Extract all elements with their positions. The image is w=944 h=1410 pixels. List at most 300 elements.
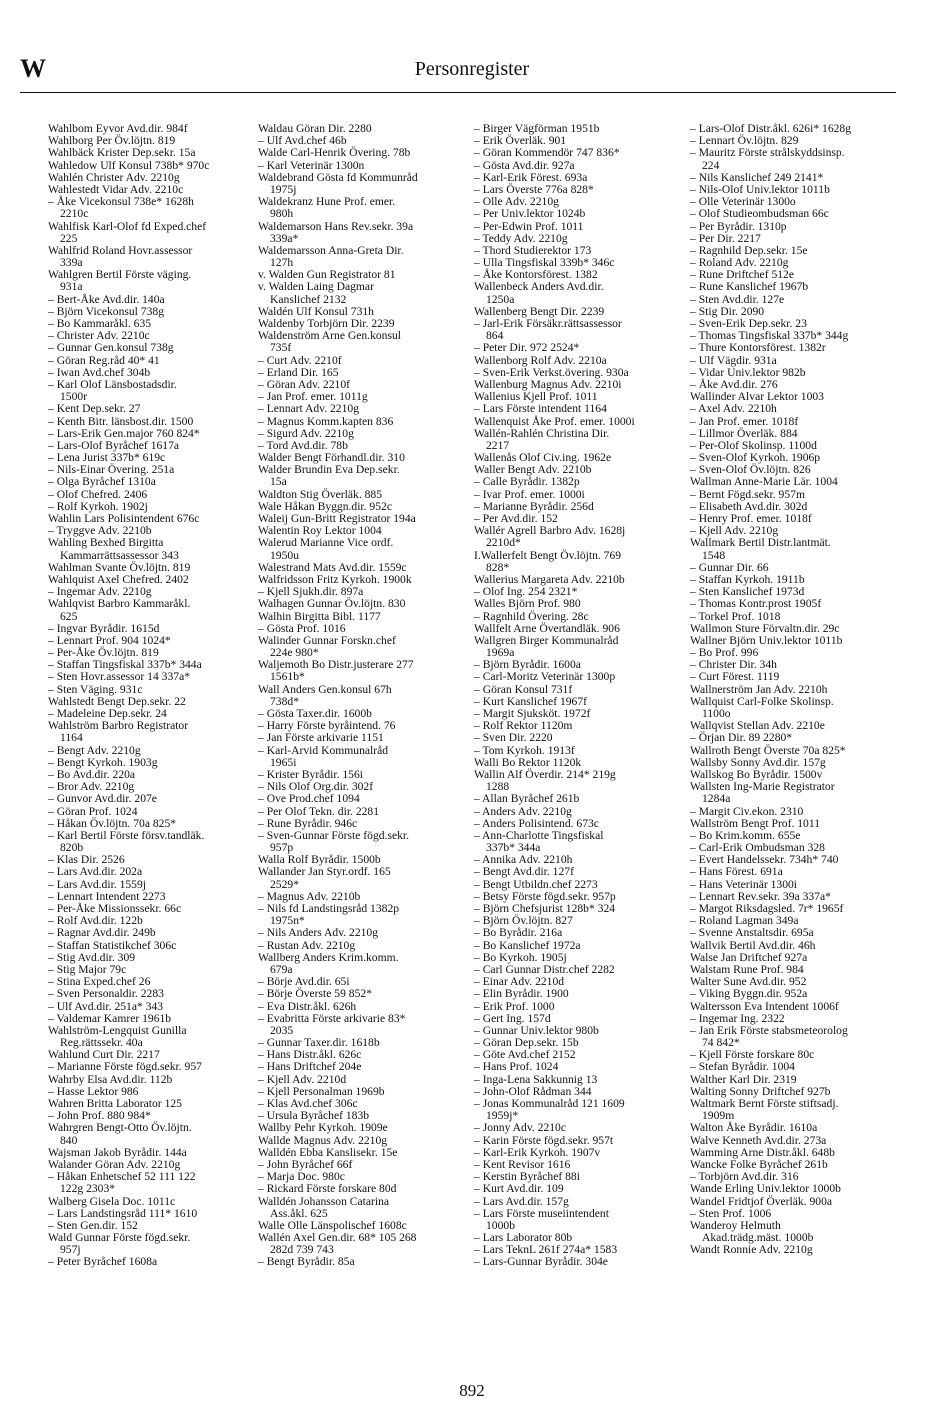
register-entry-continuation: 957j	[60, 1243, 81, 1257]
register-entry: Wahlgren Bertil Förste väging.	[48, 268, 192, 282]
register-entry-continuation: 1000b	[486, 1218, 515, 1232]
register-entry: Walter Sune Avd.dir. 952	[690, 975, 807, 989]
register-entry: Wancke Folke Byråchef 261b	[690, 1157, 828, 1171]
register-entry: – Lillmor Överläk. 884	[690, 426, 798, 440]
page-header	[0, 0, 944, 95]
register-entry: – Ingvar Byrådir. 1615d	[48, 621, 160, 635]
register-entry-continuation: 1548	[702, 548, 726, 562]
register-entry: – Ragnhild Övering. 28c	[474, 609, 589, 623]
register-entry: – Sven Personaldir. 2283	[48, 987, 164, 1001]
register-entry-continuation: 2035	[270, 1023, 294, 1037]
register-entry: – Karl-Erik Kyrkoh. 1907v	[474, 1145, 601, 1159]
register-entry: Waljemoth Bo Distr.justerare 277	[258, 658, 414, 672]
register-entry: – Olof Studieombudsman 66c	[690, 207, 829, 221]
register-entry: – Sven-Olof Öv.löjtn. 826	[690, 463, 811, 477]
register-entry: – Annika Adv. 2210h	[474, 853, 573, 867]
register-entry: Wallin Alf Överdir. 214* 219g	[474, 767, 616, 781]
register-entry: – Sten Kanslichef 1973d	[690, 585, 805, 599]
register-entry: – Hans Veterinär 1300i	[690, 877, 798, 891]
register-entry-continuation: 1284a	[702, 792, 731, 806]
register-entry: Wahlfisk Karl-Olof fd Exped.chef	[48, 219, 207, 233]
register-entry-continuation: 864	[486, 329, 504, 343]
register-entry: – Kjell Adv. 2210d	[258, 1072, 347, 1086]
register-entry: – Lars TeknL 261f 274a* 1583	[474, 1243, 618, 1257]
register-entry: – Hans Driftchef 204e	[258, 1060, 362, 1074]
register-entry: – Rune Driftchef 512e	[690, 268, 794, 282]
register-entry: Wallenius Kjell Prof. 1011	[474, 390, 598, 404]
register-entry: – Bernt Fögd.sekr. 957m	[690, 487, 805, 501]
register-entry: – Kurt Kanslichef 1967f	[474, 694, 588, 708]
register-entry: – Sten Prof. 1006	[690, 1206, 772, 1220]
register-entry: – Jonas Kommunalråd 121 1609	[474, 1097, 625, 1110]
register-entry: Wallsten Ing-Marie Registrator	[690, 780, 835, 794]
register-entry: Walve Kenneth Avd.dir. 273a	[690, 1133, 827, 1147]
register-entry: – Vidar Univ.lektor 982b	[690, 365, 806, 379]
register-entry: – Bengt Byrådir. 85a	[258, 1255, 355, 1269]
register-entry: Waldekranz Hune Prof. emer.	[258, 195, 396, 209]
register-entry: Wallskog Bo Byrådir. 1500v	[690, 767, 823, 781]
register-entry: – Ulf Avd.dir. 251a* 343	[48, 999, 164, 1013]
register-entry: – Ingemar Adv. 2210g	[48, 585, 152, 599]
register-entry: Wahlstedt Bengt Dep.sekr. 22	[48, 694, 186, 708]
register-entry-continuation: 122g 2303*	[60, 1182, 116, 1196]
register-entry: – Sigurd Adv. 2210g	[258, 426, 354, 440]
register-entry-continuation: 1164	[60, 731, 83, 745]
register-entry: Walli Bo Rektor 1120k	[474, 755, 582, 769]
register-entry: Wallmon Sture Förvaltn.dir. 29c	[690, 621, 840, 635]
register-entry: – Göte Avd.chef 2152	[474, 1048, 576, 1062]
register-entry: – Björn Öv.löjtn. 827	[474, 914, 573, 928]
register-entry: – Lars-Olof Byråchef 1617a	[48, 438, 180, 452]
register-entry-continuation: 1250a	[486, 292, 515, 306]
register-entry: – Viking Byggn.dir. 952a	[690, 987, 808, 1001]
register-entry: Wahlin Lars Polisintendent 676c	[48, 512, 200, 525]
register-entry: – Kent Dep.sekr. 27	[48, 402, 141, 416]
register-entry: Walther Karl Dir. 2319	[690, 1072, 797, 1086]
register-entry: Wahledow Ulf Konsul 738b* 970c	[48, 158, 210, 172]
register-entry: Wallde Magnus Adv. 2210g	[258, 1133, 388, 1147]
register-entry: – Göran Kommendör 747 836*	[474, 146, 620, 160]
register-entry-continuation: 625	[60, 609, 78, 623]
register-entry: – Birger Vägförman 1951b	[474, 122, 600, 135]
register-entry: – Nils Kanslichef 249 2141*	[690, 170, 824, 184]
register-entry: – Kurt Avd.dir. 109	[474, 1182, 564, 1196]
register-entry: – Erland Dir. 165	[258, 365, 339, 379]
register-entry: Wahlström-Lengquist Gunilla	[48, 1023, 187, 1037]
register-entry: Wallenås Olof Civ.ing. 1962e	[474, 451, 612, 465]
register-entry: Walting Sonny Driftchef 927b	[690, 1084, 831, 1098]
register-entry: – Einar Adv. 2210d	[474, 975, 565, 989]
register-entry: Wallby Pehr Kyrkoh. 1909e	[258, 1121, 388, 1135]
register-entry: – John Byråchef 66f	[258, 1157, 353, 1171]
register-entry: Wall Anders Gen.konsul 67h	[258, 682, 392, 696]
register-entry: Walfridsson Fritz Kyrkoh. 1900k	[258, 572, 412, 586]
register-entry: – Ivar Prof. emer. 1000i	[474, 487, 585, 501]
register-entry: – Christer Adv. 2210c	[48, 329, 150, 343]
register-entry: – Bo Kyrkoh. 1905j	[474, 950, 567, 964]
register-entry: Walse Jan Driftchef 927a	[690, 950, 808, 964]
register-entry: – Rustan Adv. 2210g	[258, 938, 356, 952]
register-entry: Wallerius Margareta Adv. 2210b	[474, 572, 625, 586]
register-entry: – Lars Förste museiintendent	[474, 1206, 609, 1220]
register-entry-continuation: 15a	[270, 475, 287, 489]
register-entry: v. Walden Gun Registrator 81	[258, 268, 396, 282]
register-entry: – Sten Avd.dir. 127e	[690, 292, 785, 306]
register-entry: – Iwan Avd.chef 304b	[48, 365, 151, 379]
register-entry-continuation: 1950u	[270, 548, 299, 562]
register-entry: – Carl-Moritz Veterinär 1300p	[474, 670, 616, 684]
register-entry: Waldau Göran Dir. 2280	[258, 122, 372, 135]
register-entry: – Jan Prof. emer. 1011g	[258, 390, 368, 404]
register-entry: – Klas Dir. 2526	[48, 853, 125, 867]
register-entry: – Ragnhild Dep.sekr. 15e	[690, 243, 808, 257]
register-entry: – Olle Adv. 2210g	[474, 195, 559, 209]
register-entry: – Erik Prof. 1000	[474, 999, 555, 1013]
register-entry-continuation: 1909m	[702, 1109, 735, 1123]
register-entry: – Stig Avd.dir. 309	[48, 950, 136, 964]
register-entry: – Bert-Åke Avd.dir. 140a	[48, 292, 165, 306]
register-entry-continuation: 225	[60, 231, 78, 245]
register-entry: – Lars-Erik Gen.major 760 824*	[48, 426, 200, 440]
register-entry: Walder Bengt Förhandl.dir. 310	[258, 451, 405, 465]
register-entry: – Magnus Komm.kapten 836	[258, 414, 394, 428]
register-entry: – Anders Polisintend. 673c	[474, 816, 599, 830]
register-entry-continuation: 931a	[60, 280, 83, 294]
register-entry: v. Walden Laing Dagmar	[258, 280, 374, 294]
register-entry: – Nils fd Landstingsråd 1382p	[258, 902, 400, 915]
register-entry: – Klas Avd.chef 306c	[258, 1097, 358, 1110]
register-entry: – Thomas Tingsfiskal 337b* 344g	[690, 329, 849, 343]
register-entry-continuation: 1561b*	[270, 670, 305, 684]
register-entry: – Torkel Prof. 1018	[690, 609, 781, 623]
register-entry: – Thord Studierektor 173	[474, 243, 592, 257]
register-entry: Wallander Jan Styr.ordf. 165	[258, 865, 391, 879]
register-entry: Waldenby Torbjörn Dir. 2239	[258, 317, 395, 330]
register-entry: Waller Bengt Adv. 2210b	[474, 463, 592, 477]
register-entry: – Kjell Sjukh.dir. 897a	[258, 585, 364, 599]
register-entry: Waldebrand Gösta fd Kommunråd	[258, 170, 418, 184]
register-entry: Wahrgren Bengt-Otto Öv.löjtn.	[48, 1121, 192, 1135]
register-entry-continuation: 224	[702, 158, 720, 172]
register-entry: – Staffan Kyrkoh. 1911b	[690, 572, 805, 586]
register-entry: – Nils-Einar Övering. 251a	[48, 463, 175, 477]
register-entry: Wanderoy Helmuth	[690, 1218, 781, 1232]
register-entry: – Elin Byrådir. 1900	[474, 987, 569, 1001]
register-entry: – Anders Adv. 2210g	[474, 804, 572, 818]
register-entry: Wallvik Bertil Avd.dir. 46h	[690, 938, 816, 952]
register-entry: – Karl Bertil Förste försv.tandläk.	[48, 828, 205, 842]
register-entry: – Lena Jurist 337b* 619c	[48, 451, 166, 465]
register-entry: – Per-Åke Missionssekr. 66c	[48, 902, 182, 915]
register-entry: – Sten Väging. 931c	[48, 682, 143, 696]
register-entry: – Tom Kyrkoh. 1913f	[474, 743, 575, 757]
register-entry: – Lars-Olof Distr.åkl. 626i* 1628g	[690, 122, 852, 135]
register-entry: Waltmark Bernt Förste stiftsadj.	[690, 1097, 839, 1110]
register-entry: Wandt Ronnie Adv. 2210g	[690, 1243, 813, 1257]
register-entry: – Rune Byrådir. 946c	[258, 816, 358, 830]
register-entry: – Stig Dir. 2090	[690, 304, 765, 318]
register-entry: – Ulf Vägdir. 931a	[690, 353, 777, 367]
register-entry: Walberg Gisela Doc. 1011c	[48, 1194, 176, 1208]
register-entry: – Sten Hovr.assessor 14 337a*	[48, 670, 191, 684]
register-entry: – Lennart Öv.löjtn. 829	[690, 134, 799, 148]
register-entry-continuation: 74 842*	[702, 1036, 740, 1050]
register-entry: – Elisabeth Avd.dir. 302d	[690, 499, 808, 513]
register-entry: Waldton Stig Överläk. 885	[258, 487, 383, 501]
register-entry: – Kjell Personalman 1969b	[258, 1084, 385, 1098]
register-entry: Wahlman Svante Öv.löjtn. 819	[48, 560, 191, 574]
register-entry-continuation: 980h	[270, 207, 294, 221]
register-entry: – Christer Dir. 34h	[690, 658, 777, 672]
register-entry: – Valdemar Kamrer 1961b	[48, 1011, 172, 1025]
register-entry: – Kjell Adv. 2210g	[690, 524, 779, 538]
page-number: 892	[459, 1381, 485, 1400]
register-entry: – Per-Olof Skolinsp. 1100d	[690, 438, 817, 452]
register-entry: – Göran Konsul 731f	[474, 682, 573, 696]
register-entry: – John-Olof Rådman 344	[474, 1084, 592, 1098]
register-entry: Wahlström Barbro Registrator	[48, 719, 189, 733]
register-entry: Walle Olle Länspolischef 1608c	[258, 1218, 407, 1232]
register-entry: – Calle Byrådir. 1382p	[474, 475, 580, 489]
register-entry: – Bo Krim.komm. 655e	[690, 828, 801, 842]
register-entry: – Lars-Gunnar Byrådir. 304e	[474, 1255, 608, 1269]
register-entry: Walestrand Mats Avd.dir. 1559c	[258, 560, 407, 574]
register-entry: Wahlbom Eyvor Avd.dir. 984f	[48, 122, 188, 135]
register-entry: – Bengt Avd.dir. 127f	[474, 865, 574, 879]
register-entry: Walerud Marianne Vice ordf.	[258, 536, 394, 550]
register-entry: – Lars Laborator 80b	[474, 1231, 573, 1245]
register-entry: – Björn Chefsjurist 128b* 324	[474, 902, 616, 915]
register-entry: – Staffan Statistikchef 306c	[48, 938, 177, 952]
register-entry: – Rickard Förste forskare 80d	[258, 1182, 397, 1196]
register-entry: – Torbjörn Avd.dir. 316	[690, 1170, 799, 1184]
register-entry: – Gunnar Gen.konsul 738g	[48, 341, 174, 355]
register-entry: Walstam Rune Prof. 984	[690, 962, 804, 976]
register-entry-continuation: 2217	[486, 438, 510, 452]
register-entry: – Hans Distr.åkl. 626c	[258, 1048, 362, 1062]
register-entry: Walinder Gunnar Forskn.chef	[258, 633, 396, 647]
register-entry: – Gunnar Univ.lektor 980b	[474, 1023, 599, 1037]
register-entry: – Kenth Bitr. länsbost.dir. 1500	[48, 414, 194, 428]
register-entry: – Tord Avd.dir. 78b	[258, 438, 348, 452]
register-entry: – Curt Förest. 1119	[690, 670, 780, 684]
register-entry: – Rolf Avd.dir. 122b	[48, 914, 143, 928]
register-entry: – Staffan Tingsfiskal 337b* 344a	[48, 658, 202, 672]
register-entry-continuation: Ass.åkl. 625	[270, 1206, 328, 1220]
register-entry: Waleij Gun-Britt Registrator 194a	[258, 512, 416, 525]
register-entry: – Sven Dir. 2220	[474, 731, 553, 745]
register-entry: – Olle Veterinär 1300o	[690, 195, 796, 209]
register-entry: Wallman Anne-Marie Lär. 1004	[690, 475, 838, 489]
register-entry: – Bo Kanslichef 1972a	[474, 938, 581, 952]
register-entry: – Teddy Adv. 2210g	[474, 231, 568, 245]
register-entry-continuation: 282d 739 743	[270, 1243, 334, 1257]
register-entry: – Margit Sjuksköt. 1972f	[474, 707, 591, 720]
register-entry: – Örjan Dir. 89 2280*	[690, 731, 793, 745]
register-entry: – Lars Avd.dir. 157g	[474, 1194, 569, 1208]
register-entry: – Bo Prof. 996	[690, 646, 759, 660]
register-entry: – Harry Förste byråintend. 76	[258, 719, 396, 733]
register-entry: – Ulf Avd.chef 46b	[258, 134, 347, 148]
register-entry-continuation: 1975j	[270, 182, 297, 196]
register-entry: – Jonny Adv. 2210c	[474, 1121, 566, 1135]
register-entry: – Kerstin Byråchef 88i	[474, 1170, 580, 1184]
register-entry-continuation: 679a	[270, 962, 293, 976]
register-entry-continuation: 1975n*	[270, 914, 305, 928]
register-entry: Wallqvist Stellan Adv. 2210e	[690, 719, 825, 733]
register-entry: – Karl-Erik Förest. 693a	[474, 170, 588, 184]
register-entry: – Margit Civ.ekon. 2310	[690, 804, 804, 818]
register-entry-continuation: 1959j*	[486, 1109, 519, 1123]
register-entry: Walles Björn Prof. 980	[474, 597, 581, 611]
register-entry: Wallmark Bertil Distr.lantmät.	[690, 536, 831, 550]
register-entry: – Gunnar Taxer.dir. 1618b	[258, 1036, 380, 1050]
register-entry-continuation: Kammarrättsassessor 343	[60, 548, 179, 562]
register-entry: Wallfelt Arne Övertandläk. 906	[474, 621, 620, 635]
register-entry: Wale Håkan Byggn.dir. 952c	[258, 499, 392, 513]
register-entry-continuation: 127h	[270, 256, 294, 270]
register-entry-continuation: 735f	[270, 341, 292, 355]
register-entry: Wallnerström Jan Adv. 2210h	[690, 682, 828, 696]
register-entry: – Peter Dir. 972 2524*	[474, 341, 580, 355]
register-entry: – Margot Riksdagsled. 7r* 1965f	[690, 902, 844, 915]
register-entry: – Bengt Adv. 2210g	[48, 743, 141, 757]
register-entry: – Bo Avd.dir. 220a	[48, 767, 136, 781]
register-entry: Wahlquist Axel Chefred. 2402	[48, 572, 189, 586]
register-entry: Wahren Britta Laborator 125	[48, 1097, 182, 1110]
register-entry-continuation: 1969a	[486, 646, 515, 660]
register-entry: – Olga Byråchef 1310a	[48, 475, 156, 489]
register-entry-continuation: 224e 980*	[270, 646, 319, 660]
register-entry: Wahlqvist Barbro Kammaråkl.	[48, 597, 191, 611]
register-entry: – Curt Adv. 2210f	[258, 353, 342, 367]
register-entry: – Lars Avd.dir. 1559j	[48, 877, 147, 891]
register-entry: Waldemarson Hans Rev.sekr. 39a	[258, 219, 414, 233]
register-column-2	[258, 123, 476, 1269]
register-entry: Wallenbeck Anders Avd.dir.	[474, 280, 604, 294]
register-entry-continuation: 840	[60, 1133, 78, 1147]
register-entry: Wallquist Carl-Folke Skolinsp.	[690, 694, 834, 708]
register-entry: – Ursula Byråchef 183b	[258, 1109, 370, 1123]
register-entry: – Björn Byrådir. 1600a	[474, 658, 581, 672]
register-entry: Wallgren Birger Kommunalråd	[474, 633, 619, 647]
register-entry: Waldén Ulf Konsul 731h	[258, 304, 374, 318]
register-entry: – Nils Olof Org.dir. 302f	[258, 780, 374, 794]
register-entry: – Olof Ing. 254 2321*	[474, 585, 578, 599]
register-entry: – Bo Byrådir. 216a	[474, 926, 563, 940]
register-entry: – Inga-Lena Sakkunnig 13	[474, 1072, 598, 1086]
register-entry-continuation: 2210c	[60, 207, 89, 221]
register-entry: – Karl Veterinär 1300n	[258, 158, 365, 172]
register-entry: – Per Dir. 2217	[690, 231, 761, 245]
register-entry-continuation: 820b	[60, 841, 84, 855]
register-entry: Waldenström Arne Gen.konsul	[258, 329, 401, 343]
register-entry: Waltersson Eva Intendent 1006f	[690, 999, 839, 1013]
register-entry: Walldén Ebba Kanslisekr. 15e	[258, 1145, 398, 1159]
register-entry: – Karl Olof Länsbostadsdir.	[48, 377, 177, 391]
register-entry: – Lennart Prof. 904 1024*	[48, 633, 171, 647]
register-entry: – Tryggve Adv. 2210b	[48, 524, 152, 538]
register-entry: – Magnus Adv. 2210b	[258, 889, 361, 903]
register-entry: – Svenne Anstaltsdir. 695a	[690, 926, 814, 940]
register-entry-continuation: 957p	[270, 841, 294, 855]
register-entry: Wajsman Jakob Byrådir. 144a	[48, 1145, 187, 1159]
register-entry: Wahlén Christer Adv. 2210g	[48, 170, 180, 184]
register-entry: – Eva Distr.åkl. 626h	[258, 999, 357, 1013]
register-entry-continuation: Akad.trädg.mäst. 1000b	[702, 1231, 814, 1245]
register-entry: – Allan Byråchef 261b	[474, 792, 580, 806]
register-entry: Wahlfrid Roland Hovr.assessor	[48, 243, 193, 257]
register-entry: Wahlestedt Vidar Adv. 2210c	[48, 182, 184, 196]
register-entry: Wallner Björn Univ.lektor 1011b	[690, 633, 843, 647]
register-entry: – Stina Exped.chef 26	[48, 975, 151, 989]
register-entry: – Thure Kontorsförest. 1382r	[690, 341, 826, 355]
register-entry: – Hasse Lektor 986	[48, 1084, 139, 1098]
register-entry: – John Prof. 880 984*	[48, 1109, 151, 1123]
register-entry: – Ragnar Avd.dir. 249b	[48, 926, 156, 940]
register-entry: Wandel Fridtjof Överläk. 900a	[690, 1194, 833, 1208]
register-entry: Wallberg Anders Krim.komm.	[258, 950, 399, 964]
register-entry: – Per Avd.dir. 152	[474, 512, 558, 525]
register-entry: Walldén Johansson Catarina	[258, 1194, 390, 1208]
register-entry-continuation: Kanslichef 2132	[270, 292, 347, 306]
register-entry: – Rune Kanslichef 1967b	[690, 280, 809, 294]
register-entry: – Rolf Rektor 1120m	[474, 719, 573, 733]
register-entry: – Sven-Erik Verkst.övering. 930a	[474, 365, 629, 379]
register-entry: Wallenburg Magnus Adv. 2210i	[474, 377, 622, 391]
register-entry: – Karl-Arvid Kommunalråd	[258, 743, 389, 757]
register-entry: – Ingemar Ing. 2322	[690, 1011, 785, 1025]
register-entry: – Göran Reg.råd 40* 41	[48, 353, 160, 367]
register-entry: – Evert Handelssekr. 734h* 740	[690, 853, 839, 867]
register-entry: – Åke Vicekonsul 738e* 1628h	[48, 195, 194, 209]
register-entry: – Sven-Olof Kyrkoh. 1906p	[690, 451, 821, 465]
register-entry: – Lennart Rev.sekr. 39a 337a*	[690, 889, 831, 903]
register-entry: Wallenquist Åke Prof. emer. 1000i	[474, 414, 635, 428]
register-entry: – Lars Landstingsråd 111* 1610	[48, 1206, 198, 1220]
register-entry-continuation: 2210d*	[486, 536, 521, 550]
register-entry-continuation: 828*	[486, 560, 510, 574]
register-entry: Walton Åke Byrådir. 1610a	[690, 1121, 818, 1135]
register-entry: – Björn Vicekonsul 738g	[48, 304, 164, 318]
register-entry: – Roland Adv. 2210g	[690, 256, 789, 270]
register-entry: – Marianne Förste fögd.sekr. 957	[48, 1060, 202, 1074]
register-entry: Walander Göran Adv. 2210g	[48, 1157, 181, 1171]
register-entry: – Karin Förste fögd.sekr. 957t	[474, 1133, 614, 1147]
register-entry: – Stig Major 79c	[48, 962, 127, 976]
register-entry: – Jarl-Erik Försäkr.rättsassessor	[474, 317, 622, 330]
register-entry: – Göran Adv. 2210f	[258, 377, 350, 391]
register-entry-continuation: 337b* 344a	[486, 841, 541, 855]
register-entry: – Madeleine Dep.sekr. 24	[48, 707, 167, 720]
register-entry: – Marja Doc. 980c	[258, 1170, 345, 1184]
register-entry: – Jan Prof. emer. 1018f	[690, 414, 799, 428]
register-entry: – Per Univ.lektor 1024b	[474, 207, 586, 221]
register-entry: – Olof Chefred. 2406	[48, 487, 148, 501]
register-entry-continuation: Reg.rättssekr. 40a	[60, 1036, 143, 1050]
register-entry: Wallroth Bengt Överste 70a 825*	[690, 743, 846, 757]
register-column-4	[690, 123, 908, 1256]
register-entry: I.Wallerfelt Bengt Öv.löjtn. 769	[474, 548, 622, 562]
register-entry: – Håkan Öv.löjtn. 70a 825*	[48, 816, 177, 830]
register-entry: – Ove Prod.chef 1094	[258, 792, 360, 806]
register-entry: – Betsy Förste fögd.sekr. 957p	[474, 889, 616, 903]
register-entry: Walhagen Gunnar Öv.löjtn. 830	[258, 597, 406, 611]
register-entry-continuation: 2529*	[270, 877, 299, 891]
register-entry: Wallér Agrell Barbro Adv. 1628j	[474, 524, 626, 538]
register-entry: – Jan Erik Förste stabsmeteorolog	[690, 1023, 848, 1037]
register-entry: – Åke Kontorsförest. 1382	[474, 268, 598, 282]
